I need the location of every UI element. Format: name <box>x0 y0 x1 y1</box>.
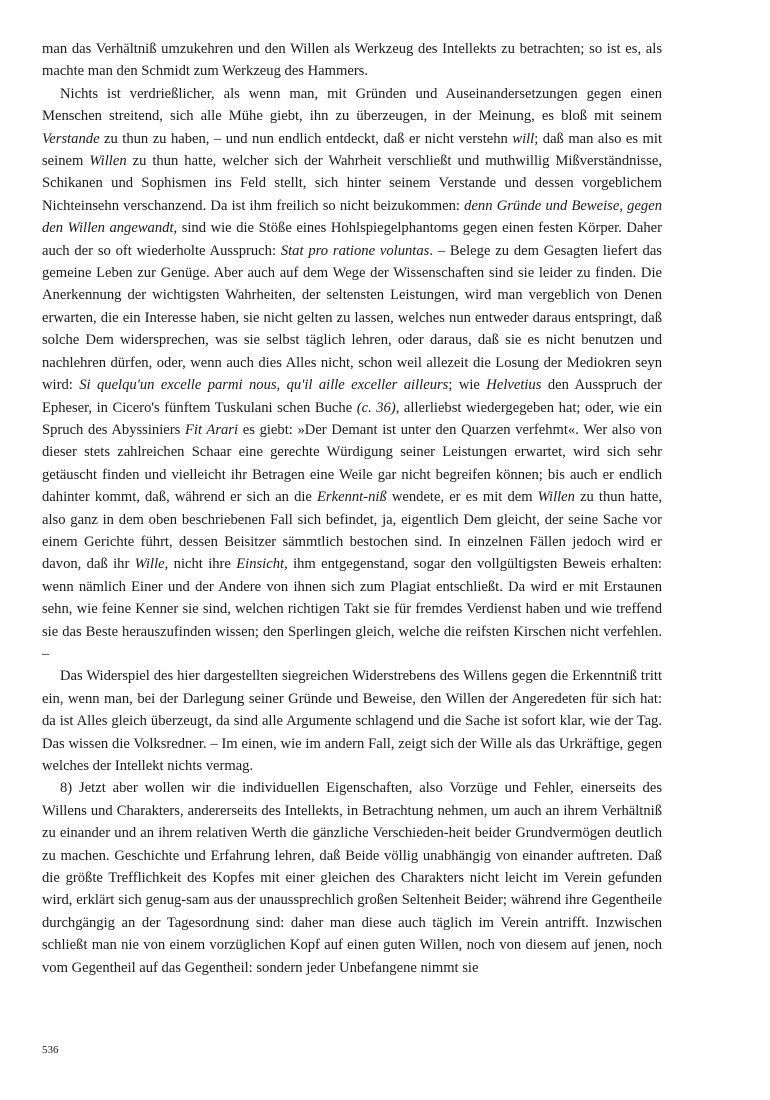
italic-text: Stat pro ratione voluntas <box>280 242 430 259</box>
text-run: . – Belege zu dem Gesagten liefert das gemeine Leben zur Genüge. Aber auch auf dem Wege der Wissenschaften sind sie leider zu finden. Die Anerkennung der wichtigsten Wahrheiten, der seltensten Leistungen, wird man vergeblich von Denen erwarten, die ein Interesse haben, sie nicht gelten zu lassen, welches nun entweder daraus entspringt, daß solche Dem widersprechen, was sie selbst täglich lehren, oder daraus, daß sie es nicht benutzen und nachlehren dürfen, oder, wenn auch dies Alles nicht, schon weil allezeit die Losung der Mediokren seyn wird: <box>42 242 662 394</box>
text-run: den Ausspruch der Epheser, in Cicero's fünftem Tuskulani schen Buche <box>42 377 662 416</box>
paragraph <box>42 777 662 979</box>
text-run: ; wie <box>448 377 487 394</box>
italic-text: Einsicht <box>236 556 285 573</box>
italic-text: Verstande <box>42 130 100 147</box>
text-run: es giebt: »Der Demant ist unter den Quarzen verfehmt«. Wer also von dieser stets zahlreichen Schaar eine gerechte Würdigung seiner Leistungen erwartet, wird sich sehr getäuscht finden und vielleicht ihr Betragen eine Weile gar nicht begreifen können; bis auch er endlich dahinter kommt, daß, während er sich an die <box>42 421 662 506</box>
text-run: , ihm entgegenstand, sogar den vollgültigsten Beweis erhalten: wenn nämlich Einer und der Andere von ihnen sich zum Plagiat entschließt. Da wird er mit Erstaunen sehn, wie feine Kenner sie sind, welchen richtigen Takt sie für fremdes Verdienst haben und wie treffend sie das Beste herauszufinden wissen; den Sperlingen gleich, welche die reifsten Kirschen nicht verfehlen. – <box>42 556 662 662</box>
page-number: 536 <box>42 1044 59 1056</box>
italic-text: Erkennt-niß <box>317 489 387 506</box>
text-run: zu thun hatte, also ganz in dem oben beschriebenen Fall sich befindet, ja, eigentlich Dem gleicht, der seine Sache vor einem Gerichte führt, dessen Beisitzer sämmtlich bestochen sind. In einzelnen Fällen jedoch wird er davon, daß ihr <box>42 489 662 573</box>
text-run: , allerliebst wiedergegeben hat; oder, wie ein Spruch des Abyssiniers <box>42 399 663 438</box>
italic-text: denn Gründe und Beweise, gegen den Willen angewandt, <box>42 197 662 237</box>
text-run: man das Verhältniß umzukehren und den Willen als Werkzeug des Intellekts zu betrachten; so ist es, als machte man den Schmidt zum Werkzeug des Hammers. <box>42 41 662 80</box>
italic-text: (c. 36) <box>356 399 396 416</box>
text-run: , nicht ihre <box>164 556 237 573</box>
text-run: sind wie die Stöße eines Hohlspiegelphantoms gegen einen festen Körper. Daher auch der so oft wiederholte Ausspruch: <box>42 220 662 259</box>
paragraph <box>42 665 662 777</box>
italic-text: Helvetius <box>486 377 542 394</box>
text-run: ; daß man also es mit seinem <box>42 130 662 170</box>
paragraph <box>42 38 662 83</box>
italic-text: Wille <box>134 556 165 573</box>
text-run: zu thun zu haben, – und nun endlich entdeckt, daß er nicht verstehn <box>99 130 513 147</box>
italic-text: Willen <box>537 489 575 506</box>
text-run: 8) Jetzt aber wollen wir die individuellen Eigenschaften, also Vorzüge und Fehler, einerseits des Willens und Charakters, andererseits des Intellekts, in Betrachtung nehmen, um auch an ihrem Verhältniß zu einander und an ihrem relativen Werth die gänzliche Verschieden-heit beider Grundvermögen deutlich zu machen. Geschichte und Erfahrung lehren, daß Beide völlig unabhängig von einander auftreten. Daß die größte Trefflichkeit des Kopfes mit einer gleichen des Charakters nicht leicht im Verein gefunden wird, erklärt sich genug-sam aus der unaussprechlich großen Seltenheit Beider; während ihre Gegentheile durchgängig an der Tagesordnung sind: daher man diese auch täglich im Verein antrifft. Inzwischen schließt man nie von einem vorzüglichen Kopf auf einen guten Willen, noch von diesem auf jenen, noch vom Gegentheil auf das Gegentheil: sondern jeder Unbefangene nimmt sie <box>42 780 662 976</box>
text-run: zu thun hatte, welcher sich der Wahrheit verschließt und muthwillig Mißverständnisse, Schikanen und Sophismen ins Feld stellt, sich hinter seinem Verstande und dessen vorgeblichem Nichteinsehn verschanzend. Da ist ihm freilich so nicht beizukommen: <box>42 153 662 214</box>
text-run: wendete, er es mit dem <box>386 489 538 506</box>
page-body <box>42 38 662 979</box>
italic-text: will <box>512 130 535 147</box>
italic-text: Willen <box>89 153 127 170</box>
text-run: Nichts ist verdrießlicher, als wenn man, mit Gründen und Auseinandersetzungen gegen einen Menschen streitend, sich alle Mühe giebt, ihn zu überzeugen, in der Meinung, es bloß mit seinem <box>42 85 662 125</box>
italic-text: Fit Arari <box>184 421 239 438</box>
italic-text: Si quelqu'un excelle parmi nous, qu'il aille exceller ailleurs <box>79 377 449 394</box>
paragraph <box>42 83 662 666</box>
text-run: Das Widerspiel des hier dargestellten siegreichen Widerstrebens des Willens gegen die Erkenntniß tritt ein, wenn man, bei der Darlegung seiner Gründe und Beweise, den Willen der Angeredeten für sich hat: da ist Alles gleich überzeugt, da sind alle Argumente schlagend und die Sache ist sofort klar, wie der Tag. Das wissen die Volksredner. – Im einen, wie im andern Fall, zeigt sich der Wille als das Urkräftige, gegen welches der Intellekt nichts vermag. <box>42 668 662 774</box>
